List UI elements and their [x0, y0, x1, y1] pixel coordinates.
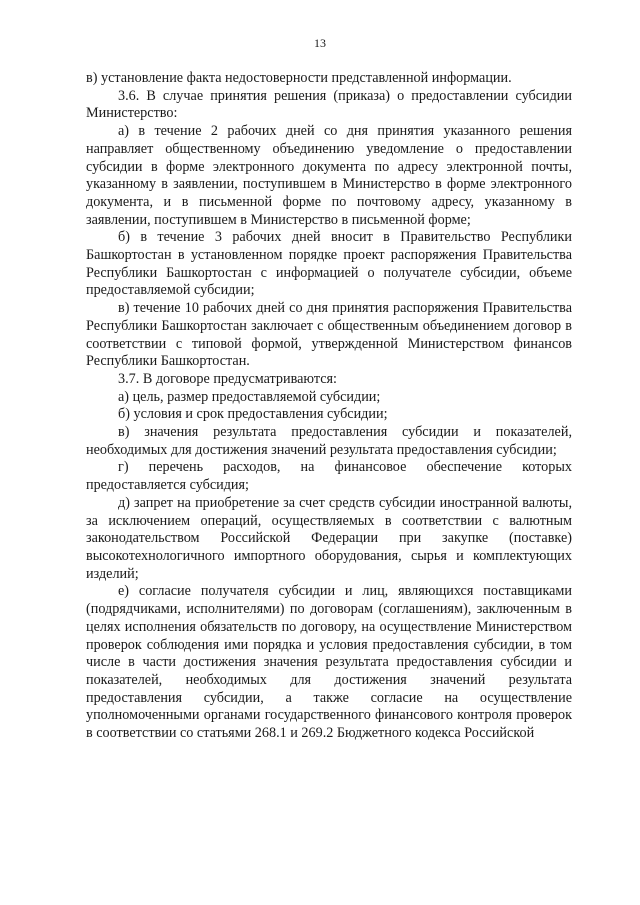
paragraph-3: а) в течение 2 рабочих дней со дня принятия указанного решения направляет общественному объединению уведомление о предоставлении субсидии в форме электронного документа по адресу электронной почты, указанному в заявлении, поступившем в Министерство в форме электронного документа, и в письменной форме по почтовому адресу, указанному в заявлении, поступившем в Министерство в письменной форме;	[86, 123, 572, 228]
paragraph-12: е) согласие получателя субсидии и лиц, являющихся поставщиками (подрядчиками, исполнителями) по договорам (соглашениям), заключенным в целях исполнения обязательств по договору, на осуществление Министерством проверок соблюдения ими порядка и условия предоставления субсидии, в том числе в части достижения значения результата предоставления субсидии и показателей, необходимых для достижения значений результата предоставления субсидии, а также согласие на осуществление уполномоченными органами государственного финансового контроля проверок в соответствии со статьями 268.1 и 269.2 Бюджетного кодекса Российской	[86, 583, 572, 742]
document-body	[86, 70, 572, 743]
paragraph-5: в) течение 10 рабочих дней со дня принятия распоряжения Правительства Республики Башкортостан заключает с общественным объединением договор в соответствии с типовой формой, утвержденной Министерством финансов Республики Башкортостан.	[86, 300, 572, 370]
paragraph-7: а) цель, размер предоставляемой субсидии;	[118, 388, 381, 405]
paragraph-11: д) запрет на приобретение за счет средств субсидии иностранной валюты, за исключением операций, осуществляемых в соответствии с валютным законодательством Российской Федерации при закупке (поставке) высокотехнологичного импортного оборудования, сырья и комплектующих изделий;	[86, 494, 572, 582]
paragraph-6: 3.7. В договоре предусматриваются:	[118, 370, 337, 387]
paragraph-9: в) значения результата предоставления субсидии и показателей, необходимых для достижения значений результата предоставления субсидии;	[86, 424, 572, 458]
paragraph-8: б) условия и срок предоставления субсидии;	[118, 406, 388, 423]
paragraph-10: г) перечень расходов, на финансовое обеспечение которых предоставляется субсидия;	[86, 459, 572, 494]
page-number: 13	[314, 36, 326, 50]
paragraph-2: 3.6. В случае принятия решения (приказа) о предоставлении субсидии Министерство:	[86, 87, 572, 122]
paragraph-4: б) в течение 3 рабочих дней вносит в Правительство Республики Башкортостан в установленном порядке проект распоряжения Правительства Республики Башкортостан с информацией о получателе субсидии, объеме предоставляемой субсидии;	[86, 229, 572, 299]
paragraph-1: в) установление факта недостоверности представленной информации.	[86, 70, 512, 86]
